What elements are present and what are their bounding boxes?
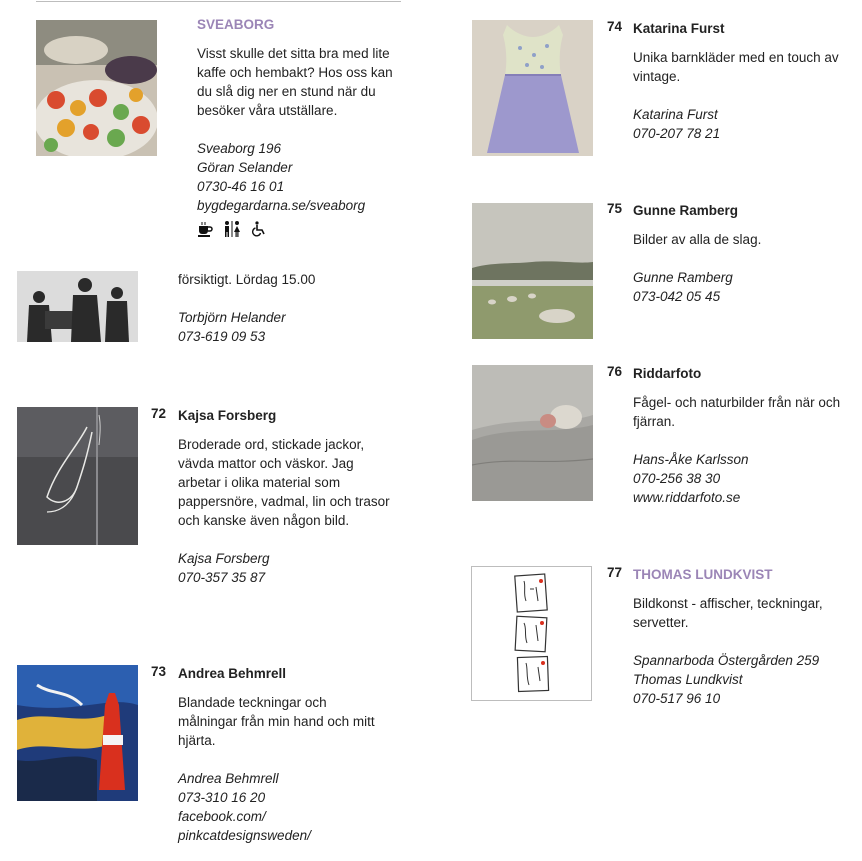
contact-name: Hans-Åke Karlsson xyxy=(633,452,749,467)
entry-contact xyxy=(178,769,378,845)
entry-74 xyxy=(633,19,848,143)
wheelchair-icon xyxy=(251,221,267,237)
entry-description: Bilder av alla de slag. xyxy=(633,232,762,247)
contact-phone: 070-207 78 21 xyxy=(633,126,721,141)
entry-title: Andrea Behmrell xyxy=(178,666,287,681)
textile-photo xyxy=(17,407,138,545)
entry-73 xyxy=(178,664,378,845)
contact-name: Katarina Furst xyxy=(633,107,718,122)
painting-photo xyxy=(17,665,138,801)
entry-contact xyxy=(633,450,848,507)
entry-description: Fågel- och naturbilder från när och fjärran. xyxy=(633,395,841,429)
contact-name: Gunne Ramberg xyxy=(633,270,733,285)
contact-phone: 070-256 38 30 xyxy=(633,471,721,486)
contact-phone: 0730-46 16 01 xyxy=(197,179,285,194)
entry-contact xyxy=(633,268,848,306)
contact-name: Thomas Lundkvist xyxy=(633,672,743,687)
dress-photo xyxy=(472,20,593,156)
entry-contact xyxy=(633,105,848,143)
contact-website[interactable]: bygdegardarna.se/sveaborg xyxy=(197,198,366,213)
entry-title: Kajsa Forsberg xyxy=(178,408,277,423)
entry-77 xyxy=(633,565,858,708)
contact-name: Göran Selander xyxy=(197,160,293,175)
contact-website[interactable]: www.riddarfoto.se xyxy=(633,490,741,505)
entry-number: 74 xyxy=(607,19,623,34)
entry-title: THOMAS LUNDKVIST xyxy=(633,567,773,582)
amenity-icons xyxy=(197,221,407,237)
entry-contact xyxy=(197,139,407,215)
contact-address: Spannarboda Östergården 259 xyxy=(633,653,820,668)
entry-75 xyxy=(633,201,848,306)
contact-name: Torbjörn Helander xyxy=(178,310,286,325)
entry-description: försiktigt. Lördag 15.00 xyxy=(178,272,316,287)
entry-title: Katarina Furst xyxy=(633,21,725,36)
rock-photo xyxy=(472,365,593,501)
contact-address: Sveaborg 196 xyxy=(197,141,282,156)
entry-title: Riddarfoto xyxy=(633,366,702,381)
entry-description: Bildkonst - affischer, teckningar, servetter. xyxy=(633,596,823,630)
contact-phone: 073-042 05 45 xyxy=(633,289,721,304)
toilet-icon xyxy=(223,221,241,237)
contact-website[interactable]: facebook.com/ xyxy=(178,809,266,824)
coffee-icon xyxy=(197,221,213,237)
entry-number: 75 xyxy=(607,201,623,216)
contact-phone: 070-357 35 87 xyxy=(178,570,266,585)
entry-number: 76 xyxy=(607,364,623,379)
music-silhouette-photo xyxy=(17,271,138,342)
sveaborg-entry xyxy=(197,15,407,237)
contact-name: Kajsa Forsberg xyxy=(178,551,270,566)
entry-description: Broderade ord, stickade jackor, vävda mattor och väskor. Jag arbetar i olika material som pappersnöre, vadmal, lin och trasor och kanske även någon bild. xyxy=(178,437,390,528)
entry-description: Unika barnkläder med en touch av vintage. xyxy=(633,50,839,84)
contact-phone: 073-310 16 20 xyxy=(178,790,266,805)
contact-phone: 073-619 09 53 xyxy=(178,329,266,344)
contact-website-cont[interactable]: pinkcatdesignsweden/ xyxy=(178,828,311,843)
entry-76 xyxy=(633,364,848,507)
entry-title: Gunne Ramberg xyxy=(633,203,739,218)
entry-number: 73 xyxy=(151,664,167,679)
entry-description: Blandade teckningar och målningar från min hand och mitt hjärta. xyxy=(178,695,375,748)
drawing-photo xyxy=(471,566,592,701)
landscape-photo xyxy=(472,203,593,339)
entry-number: 72 xyxy=(151,406,167,421)
entry-number: 77 xyxy=(607,565,623,580)
helander-entry xyxy=(178,270,398,346)
contact-phone: 070-517 96 10 xyxy=(633,691,721,706)
entry-description: Visst skulle det sitta bra med lite kaffe och hembakt? Hos oss kan du slå dig ner en stund när du besöker våra utställare. xyxy=(197,46,393,118)
entry-72 xyxy=(178,406,393,587)
entry-contact xyxy=(178,549,393,587)
contact-name: Andrea Behmrell xyxy=(178,771,279,786)
entry-contact xyxy=(178,308,398,346)
entry-contact xyxy=(633,651,858,708)
food-photo xyxy=(36,20,157,156)
top-divider xyxy=(36,1,401,2)
entry-title: SVEABORG xyxy=(197,17,275,32)
